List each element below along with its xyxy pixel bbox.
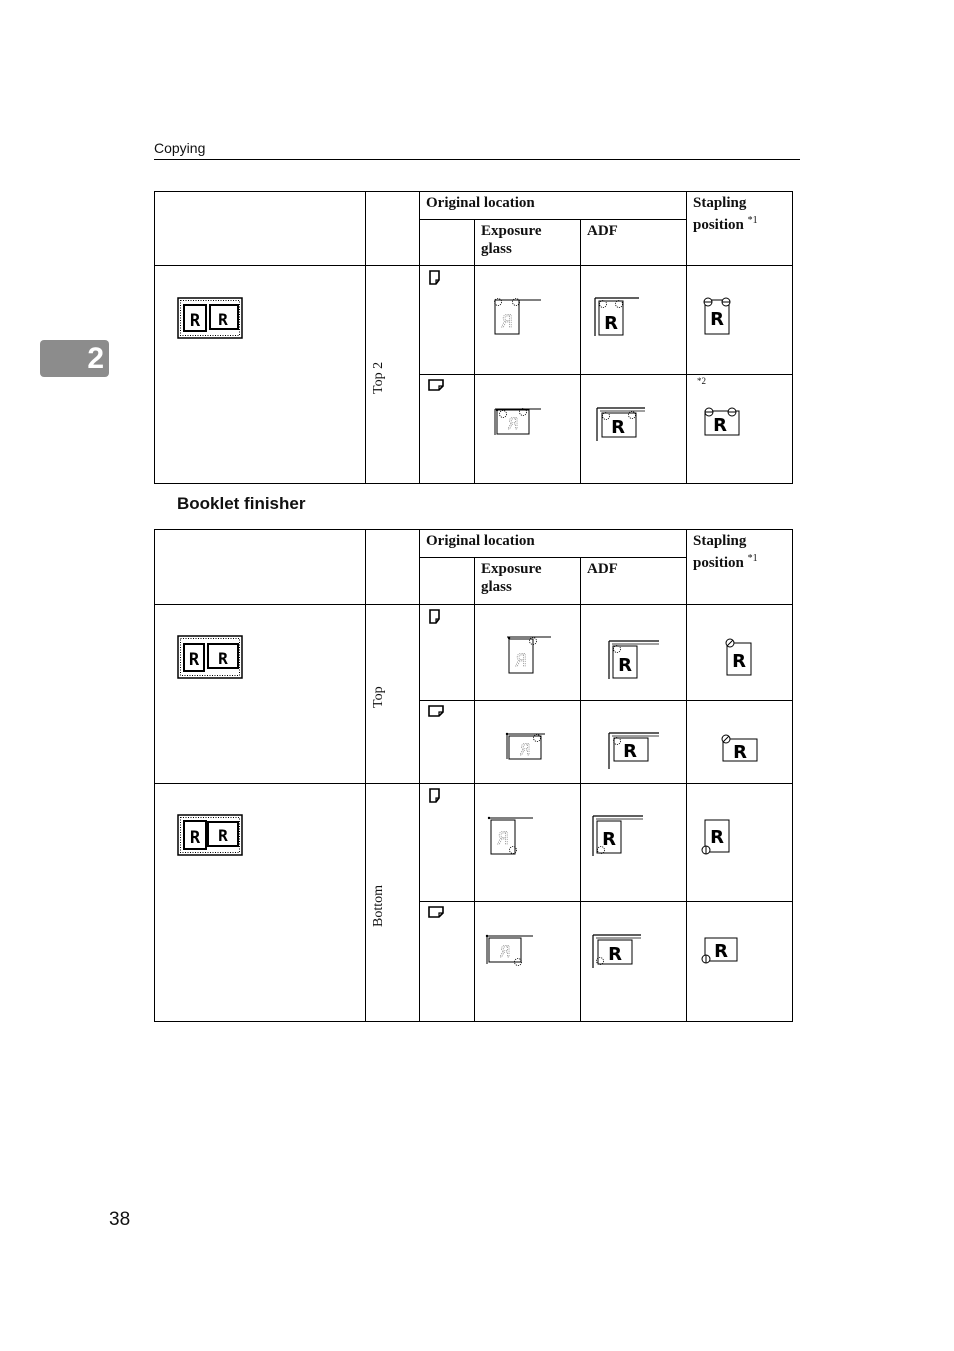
table1-landscape-orient-cell [419, 374, 475, 484]
svg-text:R: R [710, 309, 724, 330]
table2-bottom-portrait-adf [580, 783, 687, 902]
table2-original-location-header [419, 529, 687, 558]
svg-text:R: R [189, 311, 201, 331]
original-location-label: Original location [426, 533, 535, 549]
table1-landscape-exposure-cell [474, 374, 581, 484]
adf-portrait-figure [591, 812, 651, 862]
chapter-tab: 2 [40, 340, 109, 377]
svg-text:R: R [501, 312, 513, 332]
adf-portrait-figure [607, 637, 667, 687]
staple-landscape-figure [699, 934, 749, 969]
table1-adf-header [580, 219, 687, 266]
table2-top-landscape-adf [580, 700, 687, 784]
table1-empty-header-2 [365, 191, 420, 266]
adf-label: ADF [587, 223, 618, 239]
table2-bottom-landscape-staple [686, 901, 793, 1022]
svg-text:R: R [218, 649, 228, 668]
staple-top-panel-icon [177, 635, 243, 679]
table1-portrait-adf-cell [580, 265, 687, 375]
table2-bottom-portrait-orient [419, 783, 475, 902]
svg-text:R: R [188, 650, 200, 670]
table2-empty-header-2 [365, 529, 420, 605]
table1-original-location-header [419, 191, 687, 220]
exposure-glass-label: Exposure glass [481, 223, 542, 257]
table2-top-landscape-exposure [474, 700, 581, 784]
running-header: Copying [154, 140, 206, 156]
page-number: 38 [109, 1209, 131, 1230]
table2-orient-header [419, 557, 475, 605]
table2-bottom-mode-cell [154, 783, 366, 1022]
exposure-portrait-figure [503, 633, 563, 683]
table2-bottom-portrait-exposure [474, 783, 581, 902]
svg-text:R: R [608, 944, 622, 965]
table2-empty-header [154, 529, 366, 605]
table1-orient-header [419, 219, 475, 266]
table2-bottom-landscape-exposure [474, 901, 581, 1022]
staple-portrait-figure [701, 294, 761, 344]
table2-exposure-header [474, 557, 581, 605]
table2-bottom-label-cell [365, 783, 420, 1022]
svg-text:R: R [519, 740, 531, 759]
table1-empty-header [154, 191, 366, 266]
exposure-landscape-figure [489, 403, 549, 443]
table2-top-portrait-adf [580, 604, 687, 701]
table1-row-label-cell [365, 265, 420, 484]
svg-text:R: R [713, 415, 727, 436]
staple-landscape-figure [719, 733, 769, 768]
row-label-top2: Top 2 [371, 361, 386, 394]
row-label-bottom: Bottom [371, 884, 386, 927]
svg-text:R: R [189, 828, 201, 848]
table1-mode-cell [154, 265, 366, 484]
portrait-orientation-icon [428, 609, 444, 625]
landscape-orientation-icon [428, 377, 444, 393]
staple-portrait-figure [723, 637, 763, 682]
exposure-glass-label: Exposure glass [481, 561, 542, 595]
table1-portrait-staple-cell [686, 265, 793, 375]
staple-bottom-panel-icon [177, 814, 243, 856]
adf-landscape-figure [591, 932, 651, 977]
exposure-landscape-figure [485, 930, 545, 975]
footnote-2: *2 [697, 376, 706, 386]
svg-text:R: R [732, 651, 746, 672]
staple-portrait-figure [699, 816, 749, 861]
adf-landscape-figure [595, 405, 655, 445]
table2-top-portrait-staple [686, 604, 793, 701]
header-rule [154, 159, 800, 160]
table2-adf-header [580, 557, 687, 605]
svg-text:R: R [602, 829, 616, 850]
table2-top-portrait-exposure [474, 604, 581, 701]
table1-landscape-adf-cell [580, 374, 687, 484]
svg-text:R: R [710, 827, 724, 848]
table2-top-label-cell [365, 604, 420, 784]
exposure-portrait-figure [485, 294, 545, 344]
stapling-position-label: Stapling position $^{*1}$ [693, 533, 758, 571]
table2-top-mode-cell [154, 604, 366, 784]
table1-landscape-staple-cell [686, 374, 793, 484]
table2-bottom-portrait-staple [686, 783, 793, 902]
adf-landscape-figure [607, 729, 667, 774]
svg-text:R: R [714, 941, 728, 962]
original-location-label: Original location [426, 195, 535, 211]
svg-text:R: R [218, 310, 228, 329]
table2-bottom-landscape-adf [580, 901, 687, 1022]
table1-portrait-exposure-cell [474, 265, 581, 375]
svg-text:R: R [604, 313, 618, 334]
svg-text:R: R [733, 742, 747, 763]
svg-text:R: R [515, 651, 527, 671]
staple-landscape-figure [701, 403, 761, 443]
table2-top-portrait-orient [419, 604, 475, 701]
landscape-orientation-icon [428, 904, 444, 920]
table1-exposure-header [474, 219, 581, 266]
row-label-top: Top [371, 686, 386, 708]
svg-text:R: R [618, 655, 632, 676]
table1-portrait-orient-cell [419, 265, 475, 375]
adf-portrait-figure [593, 294, 653, 344]
svg-text:R: R [623, 741, 637, 762]
svg-text:R: R [497, 829, 509, 849]
table1-stapling-header [686, 191, 793, 266]
table2-bottom-landscape-orient [419, 901, 475, 1022]
portrait-orientation-icon [428, 788, 444, 804]
table2-top-landscape-staple [686, 700, 793, 784]
svg-text:R: R [611, 417, 625, 438]
svg-text:R: R [499, 942, 511, 961]
stapling-position-label: Stapling position $^{*1}$ [693, 195, 758, 233]
table2-top-landscape-orient [419, 700, 475, 784]
svg-text:R: R [507, 414, 519, 433]
svg-text:R: R [218, 826, 228, 845]
exposure-portrait-figure [485, 814, 545, 864]
exposure-landscape-figure [503, 729, 563, 769]
staple-top2-panel-icon [177, 297, 243, 339]
booklet-finisher-title: Booklet finisher [177, 494, 306, 513]
table2-stapling-header [686, 529, 793, 605]
portrait-orientation-icon [428, 270, 444, 286]
adf-label: ADF [587, 561, 618, 577]
landscape-orientation-icon [428, 703, 444, 719]
